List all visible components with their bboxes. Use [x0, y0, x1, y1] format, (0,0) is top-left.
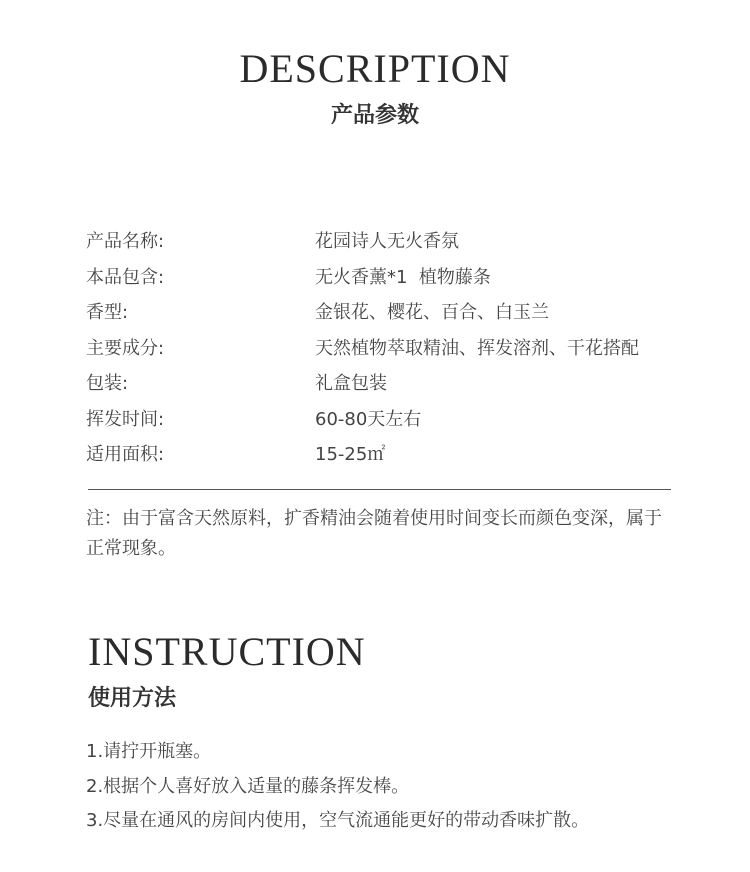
description-subtitle: 产品参数 [330, 103, 419, 128]
instruction-steps [86, 735, 706, 839]
step-item: 2.根据个人喜好放入适量的藤条挥发棒。 [86, 775, 410, 797]
spec-label: 本品包含: [86, 266, 165, 288]
spec-label: 包装: [86, 373, 129, 394]
spec-row-duration [86, 402, 706, 438]
spec-label: 香型: [86, 302, 129, 323]
spec-value: 花园诗人无火香氛 [315, 231, 459, 252]
spec-value: 金银花、樱花、百合、白玉兰 [315, 302, 549, 323]
spec-label: 产品名称: [86, 231, 165, 252]
spec-row-area [86, 437, 706, 473]
instruction-subtitle: 使用方法 [88, 686, 177, 711]
spec-value: 礼盒包装 [315, 373, 387, 394]
spec-value: 60-80天左右 [315, 408, 422, 430]
spec-label: 挥发时间: [86, 408, 165, 430]
spec-row-scent [86, 295, 706, 331]
step-item: 1.请拧开瓶塞。 [86, 741, 212, 762]
spec-value: 无火香薰*1 植物藤条 [315, 266, 491, 288]
note-text: 注：由于富含天然原料，扩香精油会随着使用时间变长而颜色变深，属于正常现象。 [86, 508, 662, 559]
description-title: DESCRIPTION [239, 46, 511, 91]
step-item: 3.尽量在通风的房间内使用，空气流通能更好的带动香味扩散。 [86, 810, 590, 831]
spec-row-ingredients [86, 331, 706, 367]
divider [88, 489, 671, 490]
spec-label: 适用面积: [86, 444, 165, 465]
spec-value: 天然植物萃取精油、挥发溶剂、干花搭配 [315, 337, 639, 359]
spec-label: 主要成分: [86, 337, 165, 359]
spec-row-product-name [86, 224, 706, 260]
spec-row-packaging [86, 366, 706, 402]
spec-value: 15-25㎡ [315, 444, 386, 465]
spec-list [86, 224, 706, 473]
spec-row-contents [86, 260, 706, 296]
instruction-title: INSTRUCTION [88, 629, 366, 674]
